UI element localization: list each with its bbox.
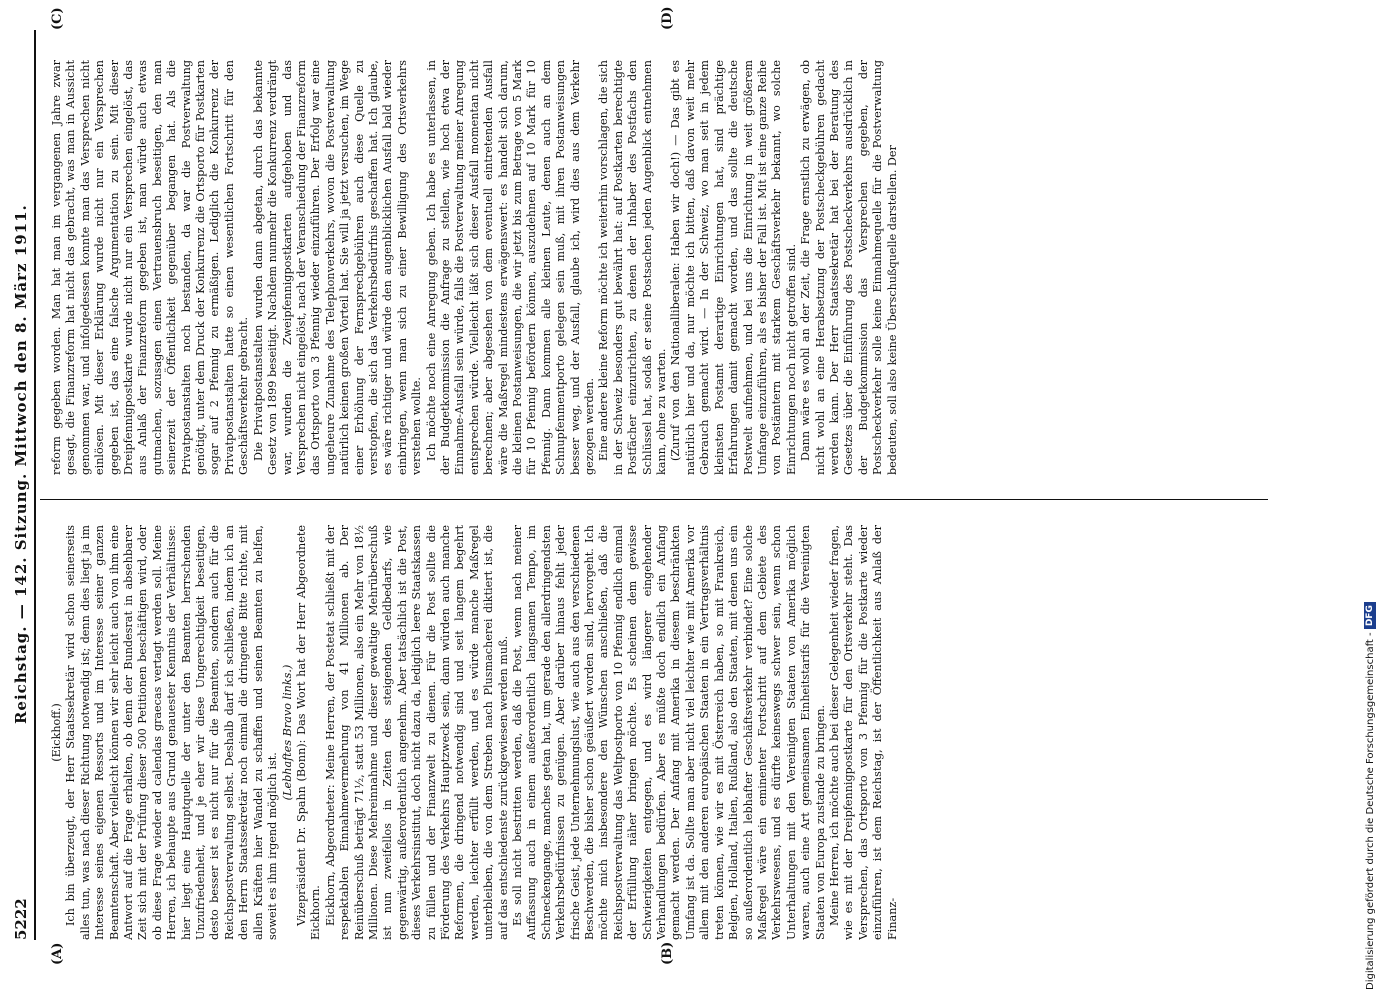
margin-marker-c: (C) (50, 7, 65, 30)
paragraph: Vizepräsident Dr. Spahn (Bonn): Das Wort hat der Herr Abgeordnete Eickhorn. (294, 525, 323, 940)
margin-marker-a: (A) (50, 942, 65, 965)
header-rule (34, 30, 36, 940)
digitization-credit (1362, 10, 1380, 990)
page-number: 5222 (12, 898, 30, 940)
paragraph: Eine andere kleine Reform möchte ich weiterhin vorschlagen, die sich in der Schweiz besonders gut bewährt hat: auf Postkarten berechtigte Postfächer einzurichten, zu denen der Inhaber des Postfachs den Schlüssel hat, sodaß er seine Postsachen jeden Augenblick entnehmen kann, ohne zu warten. (597, 60, 669, 475)
margin-marker-b: (B) (660, 941, 675, 965)
right-column (50, 60, 1280, 475)
dfg-logo: DFG (1364, 602, 1376, 629)
paragraph: Meine Herren, ich möchte auch bei dieser Gelegenheit wieder fragen, wie es mit der Dreipfennigpostkarte für den Ortsverkehr steht. Das Versprechen, das Ortsporto von 3 Pfennig für die Postkarte wieder einzuführen, ist dem Reichstag, ist der Öffentlichkeit aus Anlaß der Finanz- (827, 525, 899, 940)
credit-text: Digitalisierung gefördert durch die Deutsche Forschungsgemeinschaft - (1365, 632, 1376, 990)
paragraph: Die Privatpostanstalten wurden dann abgetan, durch das bekannte Gesetz von 1899 beseitigt. Nachdem nunmehr die Konkurrenz verdrängt war, wurden die Zweipfennigpostkarten aufgehoben und das Versprechen nicht eingelöst, nach der Veranschiedung der Finanzreform das Ortsporto von 3 Pfennig wieder einzuführen. Der Erfolg war eine ungeheure Zunahme des Telephonverkehrs, wovon die Postverwaltung natürlich keinen großen Vorteil hat. Sie will ja jetzt versuchen, im Wege einer Erhöhung der Fernsprechgebühren auch diese Quelle zu verstopfen, die sich das Verkehrsbedürfnis geschaffen hat. Ich glaube, es wäre richtiger und würde den augenblicklichen Ausfall bald wieder einbringen, wenn man sich zu einer Bewilligung des Ortsverkehrs verstehen wollte. (251, 60, 424, 475)
paragraph: reform gegeben worden. Man hat man im vergangenen Jahre zwar gesagt, die Finanzreform hat nicht das gebracht, was man in Aussicht genommen war, und infolgedessen konnte man das Versprechen nicht einlösen. Mit dieser Erklärung wurde nicht nur ein Versprechen gegeben ist, das eine falsche Argumentation zu sein. Mit dieser Dreipfennigpostkarte wurde nicht nur ein Versprechen eingelöst, das aus Anlaß der Finanzreform gegeben ist, man würde auch etwas gutmachen, sozusagen einen Vertrauensbruch beseitigen, den man seinerzeit der Öffentlichkeit gegenüber begangen hat. Als die Privatpostanstalten noch bestanden, da war die Postverwaltung genötigt, unter dem Druck der Konkurrenz die Ortsporto für Postkarten sogar auf 2 Pfennig zu ermäßigen. Lediglich die Konkurrenz der Privatpostanstalten hatte so einen wesentlichen Fortschritt für den Geschäftsverkehr gebracht. (50, 60, 251, 475)
paragraph: Es soll nicht bestritten werden, daß die Post, wenn nach meiner Auffassung auch in einem außerordentlich langsamen Tempo, im Schneckengange, manches getan hat, um gerade den allerdringendsten Verkehrsbedürfnissen zu genügen. Aber darüber hinaus fehlt jeder frische Geist, jede Unternehmungslust, wie auch aus den verschiedenen Beschwerden, die bisher schon geäußert worden sind, hervorgeht. Ich möchte mich insbesondere den Wünschen anschließen, daß die Reichspostverwaltung das Weltpostporto von 10 Pfennig endlich einmal der Erfüllung näher bringen möchte. Es scheinen dem gewisse Schwierigkeiten entgegen, und es wird längerer eingehender Verhandlungen bedürfen. Aber es müßte doch endlich ein Anfang gemacht werden. Der Anfang mit Amerika in diesem beschränkten Umfang ist da. Sollte man aber nicht viel leichter wie mit Amerika vor allem mit den anderen europäischen Staaten in ein Vertragsverhältnis treten können, wie wir es mit Österreich haben, so mit Frankreich, Belgien, Holland, Italien, Rußland, also den Staaten, mit denen uns ein so außerordentlich lebhafter Geschäftsverkehr verbindet? Eine solche Maßregel wäre ein eminenter Fortschritt auf dem Gebiete des Verkehrswesens, und es dürfte keineswegs schwer sein, wenn schon Unterhaltungen mit den Vereinigten Staaten von Amerika möglich waren, auch eine Art gemeinsamen Einheitstarifs für die Vereinigten Staaten von Europa zustande zu bringen. (511, 525, 827, 940)
speaker-continuation: (Eickhoff.) (50, 703, 63, 762)
paragraph: Ich bin überzeugt, der Herr Staatssekretär wird schon seinerseits alles tun, was nach dieser Richtung notwendig ist; denn dies liegt ja im Interesse seines eigenen Ressorts und im Interesse seiner ganzen Beamtenschaft. Aber vielleicht können wir sehr leicht auch von ihm eine Antwort auf die Frage erhalten, ob denn der Bundesrat in absehbarer Zeit sich mit der Prüfung dieser 500 Petitionen beschäftigen wird, oder ob diese Frage wieder ad calendas graecas vertagt werden soll. Meine Herren, ich behaupte aus Grund genauester Kenntnis der Verhältnisse: hier liegt eine Hauptquelle der unter den Beamten herrschenden Unzufriedenheit, und je eher wir diese Ungerechtigkeit beseitigen, desto besser ist es nicht nur für die Beamten, sondern auch für die Reichspostverwaltung selbst. Deshalb darf ich schließen, indem ich an den Herrn Staatssekretär noch einmal die dringende Bitte richte, mit allen Kräften hier Wandel zu schaffen und seinen Beamten zu helfen, soweit es ihm irgend möglich ist. (64, 525, 280, 940)
paragraph: (Zuruf von den Nationalliberalen: Haben wir doch!) — Das gibt es natürlich hier und da, nur möchte ich bitten, daß davon weit mehr Gebrauch gemacht wird. — In der Schweiz, wo man seit in jedem kleinsten Postamt derartige Einrichtungen hat, sind prächtige Erfahrungen damit gemacht worden, und das sollte die deutsche Postwelt aufnehmen, und bei uns die Einrichtung in weit größerem Umfange einzuführen, als es bisher der Fall ist. Mit ist eine ganze Reihe von Postämtern mit starkem Geschäftsverkehr bekannt, wo solche Einrichtungen noch nicht getroffen sind. (669, 60, 798, 475)
page-header (8, 30, 30, 940)
paragraph: Dann wäre es wohl an der Zeit, die Frage ernstlich zu erwägen, ob nicht wohl an eine Herabsetzung der Postscheckgebühren gedacht werden kann. Der Herr Staatssekretär hat bei der Beratung des Gesetzes über die Einführung des Postscheckverkehrs ausdrücklich in der Budgetkommission das Versprechen gegeben, der Postscheckverkehr solle keine Einnahmequelle für die Postverwaltung bedeuten, soll also keine Überschußquelle darstellen. Der (799, 60, 899, 475)
margin-marker-d: (D) (660, 6, 675, 30)
paragraph: Ich möchte noch eine Anregung geben. Ich habe es unterlassen, in der Budgetkommission die Anfrage zu stellen, wie hoch etwa der Einnahme-Ausfall sein würde, falls die Postverwaltung meiner Anregung entsprechen würde. Vielleicht läßt sich dieser Ausfall momentan nicht berechnen; aber abgesehen von dem eventuell eintretenden Ausfall wäre die Maßregel mindestens erwägenswert: es handelt sich darum, die kleinen Postanweisungen, die wir jetzt bis zum Betrage von 5 Mark für 10 Pfennig befördern können, auszudehnen auf 10 Mark für 10 Pfennig. Dann kommen alle kleinen Leute, denen auch an dem Schnupfenmentporto gelegen sein muß, mit ihren Postanweisungen besser weg, und der Ausfall, glaube ich, wird dies aus dem Verkehr gezogen werden. (424, 60, 597, 475)
running-title: Reichstag. — 142. Sitzung. Mittwoch den 8. März 1911. (12, 204, 30, 725)
left-column (50, 525, 1280, 940)
column-divider (40, 499, 1268, 500)
paragraph: Eickhorn, Abgeordneter: Meine Herren, der Postetat schließt mit der respektablen Einnahmevermehrung von 41 Millionen ab. Der Reinüberschuß beträgt 71½, statt 53 Millionen, also ein Mehr von 18½ Millionen. Diese Mehreinnahme und dieser gewaltige Mehrüberschuß ist nun zweifellos in Zeiten des steigenden Geldbedarfs, wie gegenwärtig, außerordentlich angenehm. Aber tatsächlich ist die Post, dieses Verkehrsinstitut, doch nicht dazu da, lediglich leere Staatskassen zu füllen und der Finanzwelt zu dienen. Für die Post sollte die Förderung des Verkehrs Hauptzweck sein, dann würden auch manche Reformen, die dringend notwendig sind und seit langem begehrt werden, leichter erfüllt werden, und es würde manche Maßregel unterbleiben, die von dem Streben nach Plusmacherei diktiert ist, die auf das entschiedenste zurückgewiesen werden muß. (323, 525, 510, 940)
interjection: (Lebhaftes Bravo links.) (280, 664, 294, 801)
